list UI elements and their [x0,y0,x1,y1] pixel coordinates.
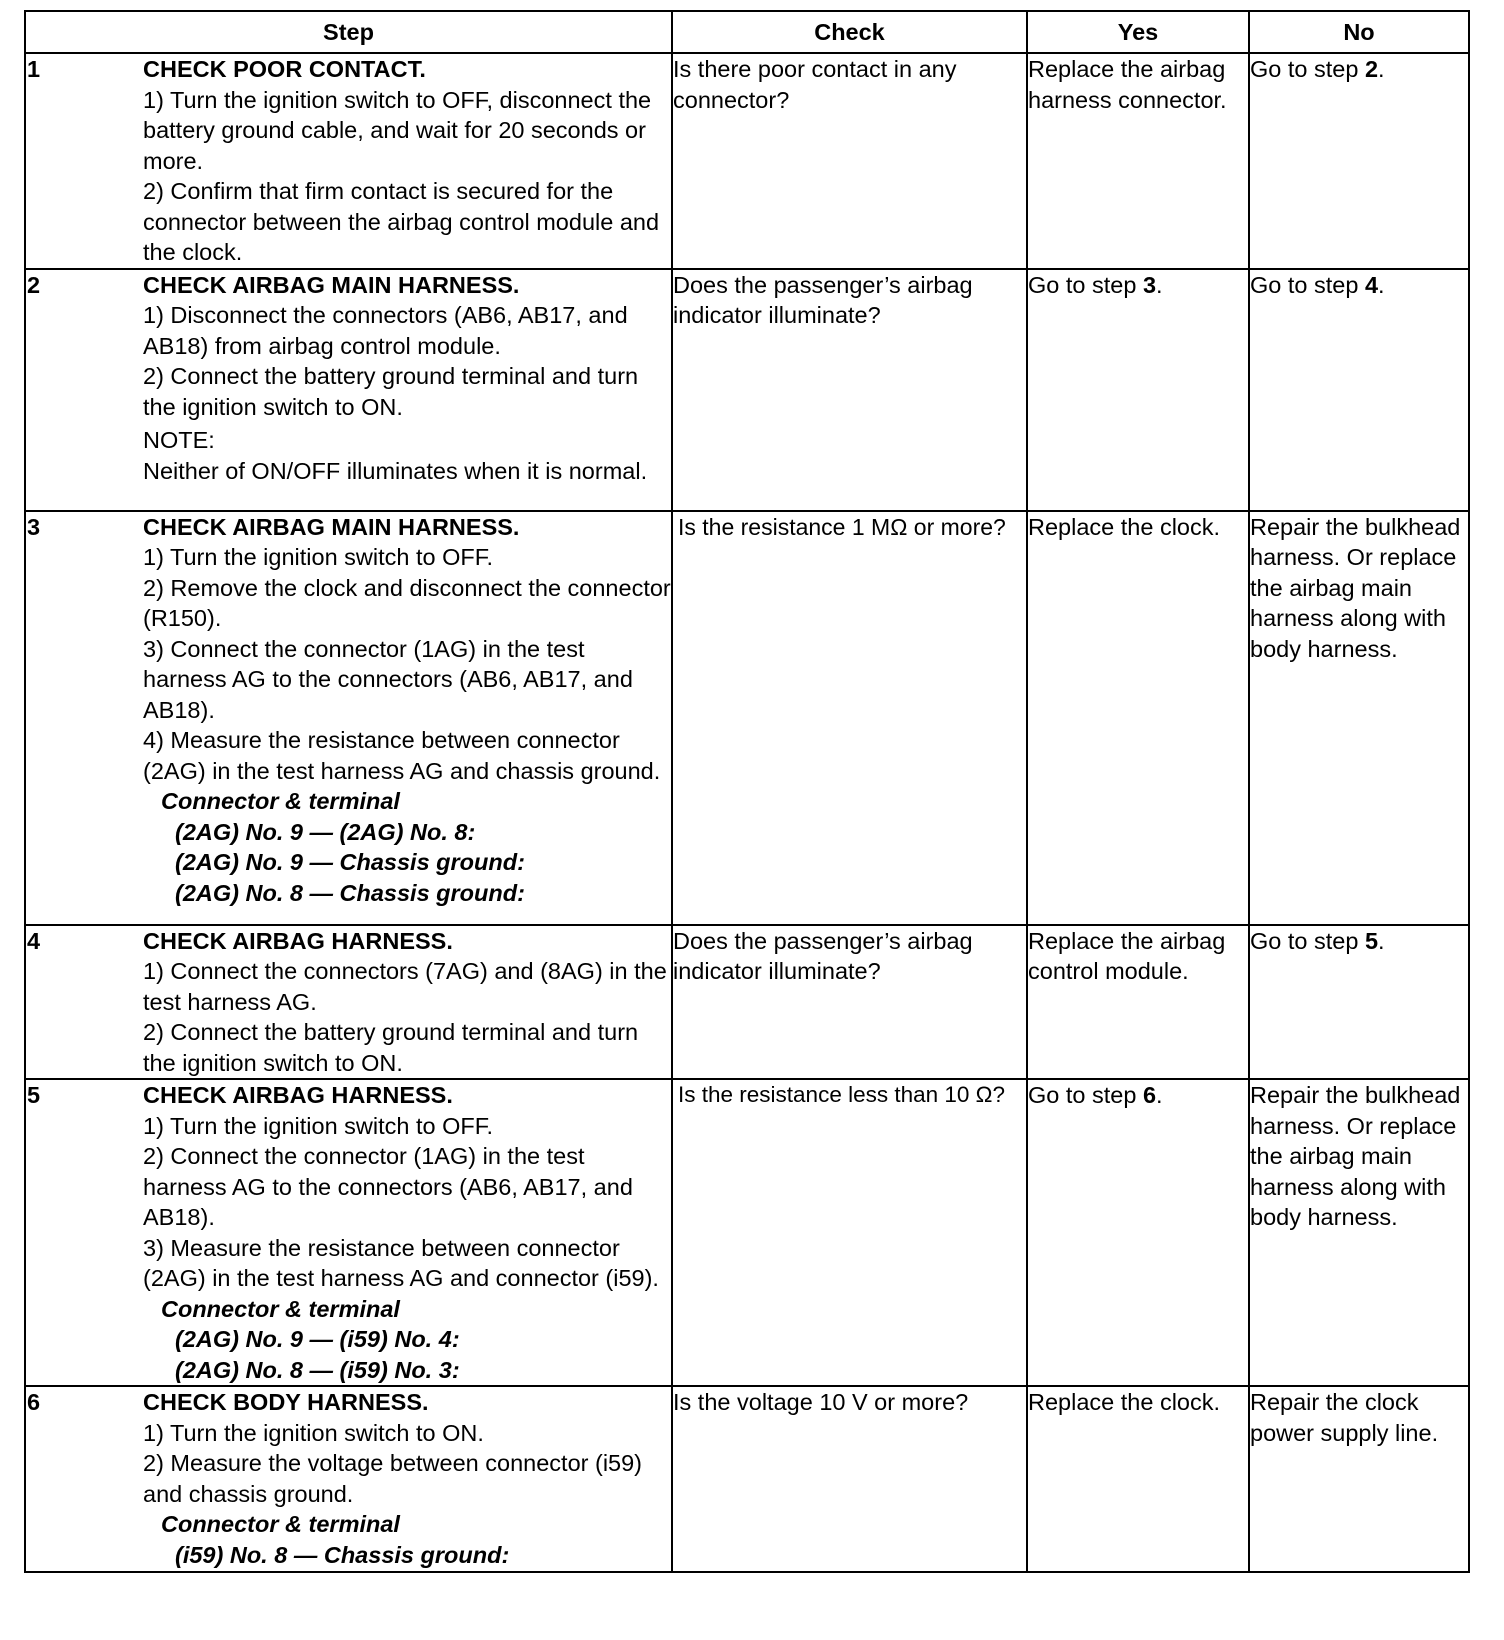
no-cell [1249,925,1469,1080]
yes-step-ref: 3 [1142,271,1157,298]
header-row [25,11,1469,53]
connector-terminal-line: (2AG) No. 9 — Chassis ground: [175,849,525,875]
yes-text: Go to step [1028,1082,1143,1108]
check-cell: Is the voltage 10 V or more? [672,1386,1027,1572]
step-cell [25,1079,672,1386]
step-number: 3 [27,513,41,540]
step-instruction: 1) Turn the ignition switch to OFF, disconnect the battery ground cable, and wait for 20 seconds or more. [143,86,652,174]
header-yes: Yes [1027,11,1249,53]
no-text-end: . [1378,271,1385,298]
step-number: 6 [27,1389,41,1415]
step-number: 2 [27,271,41,298]
step-instruction: 2) Confirm that firm contact is secured for the connector between the airbag control module and the clock. [143,178,660,265]
note-label: NOTE: [143,427,215,453]
table-row [25,1079,1469,1386]
connector-terminal-heading: Connector & terminal [161,1511,400,1537]
step-cell [25,511,672,925]
header-step: Step [25,11,672,53]
step-instruction: 1) Turn the ignition switch to OFF. [143,1112,494,1139]
check-cell: Is the resistance 1 MΩ or more? [672,511,1027,925]
step-instruction: 2) Measure the voltage between connector (i59) and chassis ground. [143,1450,643,1507]
yes-text-end: . [1156,1082,1163,1108]
no-text-end: . [1378,56,1385,82]
step-instruction: 2) Connect the battery ground terminal and turn the ignition switch to ON. [143,363,639,420]
no-step-ref: 5 [1364,927,1379,954]
step-number: 5 [27,1082,41,1108]
table-row [25,53,1469,269]
step-title: CHECK POOR CONTACT. [143,56,426,82]
step-instruction: 1) Turn the ignition switch to ON. [143,1419,484,1446]
note-text: Neither of ON/OFF illuminates when it is normal. [143,457,648,484]
step-number: 4 [27,927,41,954]
yes-cell: Replace the clock. [1027,511,1249,925]
no-cell [1249,53,1469,269]
step-title: CHECK AIRBAG MAIN HARNESS. [143,271,520,298]
no-cell: Repair the bulkhead harness. Or replace the airbag main harness along with body harness. [1249,1079,1469,1386]
step-cell [25,1386,672,1572]
no-step-ref: 2 [1364,56,1379,82]
yes-text-end: . [1156,271,1163,298]
connector-terminal-heading: Connector & terminal [161,1295,400,1322]
no-cell: Repair the clock power supply line. [1249,1386,1469,1572]
connector-terminal-heading: Connector & terminal [161,788,400,814]
yes-cell [1027,269,1249,511]
step-title: CHECK AIRBAG HARNESS. [143,1082,453,1108]
step-title: CHECK AIRBAG HARNESS. [143,927,453,954]
connector-terminal-line: (2AG) No. 8 — Chassis ground: [175,879,525,906]
connector-terminal-line: (2AG) No. 9 — (i59) No. 4: [175,1326,460,1352]
table-row [25,1386,1469,1572]
step-title: CHECK BODY HARNESS. [143,1389,429,1415]
step-cell [25,269,672,511]
table-row [25,511,1469,925]
yes-cell: Replace the clock. [1027,1386,1249,1572]
header-check: Check [672,11,1027,53]
check-cell: Is there poor contact in any connector? [672,53,1027,269]
step-instruction: 4) Measure the resistance between connector (2AG) in the test harness AG and chassis ground. [143,727,661,784]
no-step-ref: 4 [1364,271,1379,298]
connector-terminal-line: (2AG) No. 9 — (2AG) No. 8: [175,818,476,845]
step-instruction: 1) Connect the connectors (7AG) and (8AG) in the test harness AG. [143,958,667,1015]
step-instruction: 1) Disconnect the connectors (AB6, AB17, and AB18) from airbag control module. [143,302,628,359]
no-text: Go to step [1250,927,1365,954]
check-cell: Is the resistance less than 10 Ω? [672,1079,1027,1386]
table-row [25,925,1469,1080]
step-instruction: 2) Connect the battery ground terminal and turn the ignition switch to ON. [143,1019,639,1076]
step-number: 1 [27,56,41,82]
yes-step-ref: 6 [1142,1082,1157,1108]
step-cell [25,53,672,269]
header-no: No [1249,11,1469,53]
diagnostic-table [24,10,1470,1573]
connector-terminal-line: (i59) No. 8 — Chassis ground: [175,1541,510,1568]
no-text: Go to step [1250,271,1365,298]
yes-cell: Replace the airbag control module. [1027,925,1249,1080]
step-instruction: 2) Remove the clock and disconnect the connector (R150). [143,574,671,631]
no-text-end: . [1378,927,1385,954]
no-cell [1249,269,1469,511]
step-instruction: 1) Turn the ignition switch to OFF. [143,544,494,570]
no-cell: Repair the bulkhead harness. Or replace the airbag main harness along with body harness. [1249,511,1469,925]
step-instruction: 3) Connect the connector (1AG) in the test harness AG to the connectors (AB6, AB17, and AB18). [143,635,633,723]
yes-text: Go to step [1028,271,1143,298]
step-instruction: 2) Connect the connector (1AG) in the test harness AG to the connectors (AB6, AB17, and AB18). [143,1143,633,1230]
check-cell: Does the passenger’s airbag indicator illuminate? [672,925,1027,1080]
step-instruction: 3) Measure the resistance between connector (2AG) in the test harness AG and connector (i59). [143,1234,659,1291]
step-cell [25,925,672,1080]
table-row [25,269,1469,511]
connector-terminal-line: (2AG) No. 8 — (i59) No. 3: [175,1356,460,1383]
check-cell: Does the passenger’s airbag indicator illuminate? [672,269,1027,511]
step-title: CHECK AIRBAG MAIN HARNESS. [143,513,520,540]
no-text: Go to step [1250,56,1365,82]
yes-cell: Replace the airbag harness connector. [1027,53,1249,269]
yes-cell [1027,1079,1249,1386]
